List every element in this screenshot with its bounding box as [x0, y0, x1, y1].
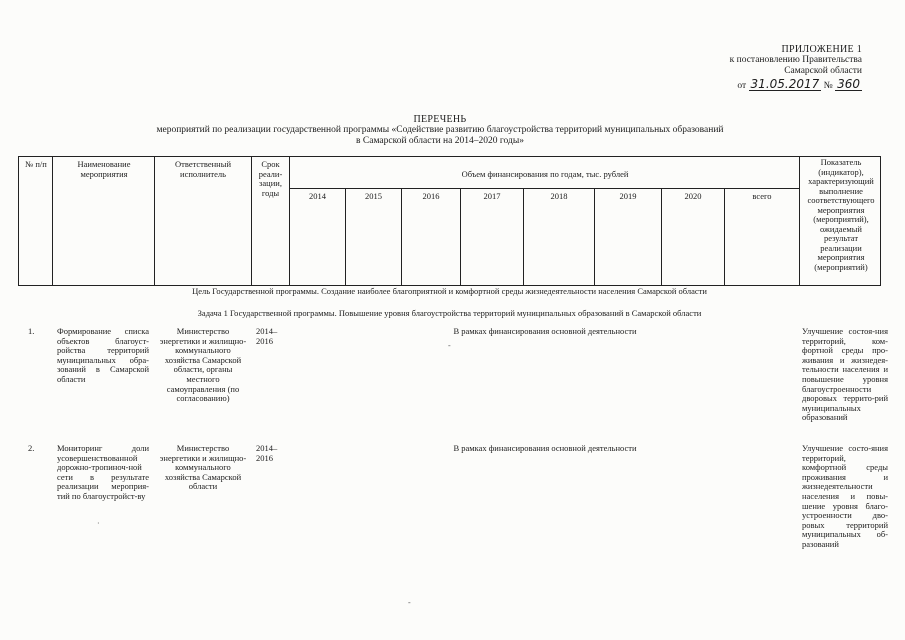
- year-border-6: [661, 188, 662, 286]
- year-2016: 2016: [422, 191, 440, 201]
- row-indicator: Улучшение состоя-ния территорий, ком-фортной среды про-живания и жизнедея-тельности населения и повышение уровня благоустроенности дворовых террито-рий муниципальных образований: [802, 326, 888, 423]
- year-border-7: [724, 188, 725, 286]
- date-prefix: от: [737, 81, 747, 91]
- header-executor: Ответственный исполнитель: [175, 159, 231, 179]
- header-top-border: [18, 156, 881, 157]
- year-border-3: [460, 188, 461, 286]
- header-name: Наименование мероприятия: [77, 159, 131, 179]
- handwritten-date: 31.05.2017: [750, 77, 820, 91]
- scan-speck: -: [408, 598, 411, 607]
- appendix-line-2: Самарской области: [784, 66, 862, 76]
- number-prefix: №: [823, 81, 833, 91]
- year-2019: 2019: [619, 191, 637, 201]
- header-no: № п/п: [25, 159, 47, 169]
- title-line-1: мероприятий по реализации государственной программы «Содействие развитию благоустройства территорий муниципальных образований: [156, 125, 724, 135]
- row-number: 1.: [28, 326, 35, 336]
- funding-subheader-line: [289, 188, 799, 189]
- year-total: всего: [752, 191, 772, 201]
- col-border-4: [289, 156, 290, 286]
- title-heading: ПЕРЕЧЕНЬ: [413, 114, 467, 125]
- year-border-2: [401, 188, 402, 286]
- col-border-5: [799, 156, 800, 286]
- scan-speck: -: [448, 341, 451, 350]
- header-indicator: Показатель (индикатор), характеризующий выполнение соответствующего мероприятия (мероприятий), ожидаемый результат реализации мероприятия (мероприятий): [807, 157, 875, 272]
- row-term: 2014–2016: [256, 326, 278, 346]
- appendix-title: ПРИЛОЖЕНИЕ 1: [781, 44, 862, 55]
- col-border-left: [18, 156, 19, 286]
- program-task: Задача 1 Государственной программы. Повышение уровня благоустройства территорий муниципальных образований в Самарской области: [197, 308, 702, 318]
- year-2018: 2018: [550, 191, 568, 201]
- col-border-1: [52, 156, 53, 286]
- appendix-line-1: к постановлению Правительства: [729, 55, 862, 65]
- year-2020: 2020: [684, 191, 702, 201]
- year-border-4: [523, 188, 524, 286]
- header-funding: Объем финансирования по годам, тыс. рублей: [461, 169, 629, 179]
- year-2017: 2017: [483, 191, 501, 201]
- col-border-right: [880, 156, 881, 286]
- row-executor: Министерство энергетики и жилищно-коммунального хозяйства Самарской области: [159, 443, 247, 492]
- table-header: [18, 156, 881, 286]
- appendix-block: [600, 44, 862, 92]
- document-title: [100, 114, 780, 147]
- scan-speck: ·: [97, 519, 100, 528]
- header-term: Срок реали-зации, годы: [258, 159, 283, 198]
- row-term: 2014–2016: [256, 443, 278, 463]
- handwritten-number: 360: [837, 77, 860, 91]
- col-border-2: [154, 156, 155, 286]
- appendix-date-line: [600, 78, 862, 92]
- row-financing: В рамках финансирования основной деятельности: [453, 326, 637, 336]
- row-indicator: Улучшение состо-яния территорий, комфортной среды проживания и жизнедеятельности населения и повы-шение уровня благо-устроенности дво-ровых территорий муниципальных об-разований: [802, 443, 888, 549]
- row-financing: В рамках финансирования основной деятельности: [453, 443, 637, 453]
- row-number: 2.: [28, 443, 35, 453]
- col-border-3: [251, 156, 252, 286]
- year-2014: 2014: [309, 191, 326, 201]
- program-goal: Цель Государственной программы. Создание наиболее благоприятной и комфортной среды жизнедеятельности населения Самарской области: [192, 286, 707, 296]
- row-executor: Министерство энергетики и жилищно-коммунального хозяйства Самарской области, органы местного самоуправления (по согласованию): [159, 326, 247, 404]
- year-border-5: [594, 188, 595, 286]
- title-line-2: в Самарской области на 2014–2020 годы»: [356, 136, 524, 146]
- row-name: Формирование списка объектов благоуст-ройства территорий муниципальных обра-зований в Самарской области: [57, 326, 149, 384]
- year-border-1: [345, 188, 346, 286]
- year-2015: 2015: [365, 191, 382, 201]
- row-name: Мониторинг доли усовершенствованной дорожно-тропиноч-ной сети в результате реализации мероприя-тий по благоустройст-ву: [57, 443, 149, 501]
